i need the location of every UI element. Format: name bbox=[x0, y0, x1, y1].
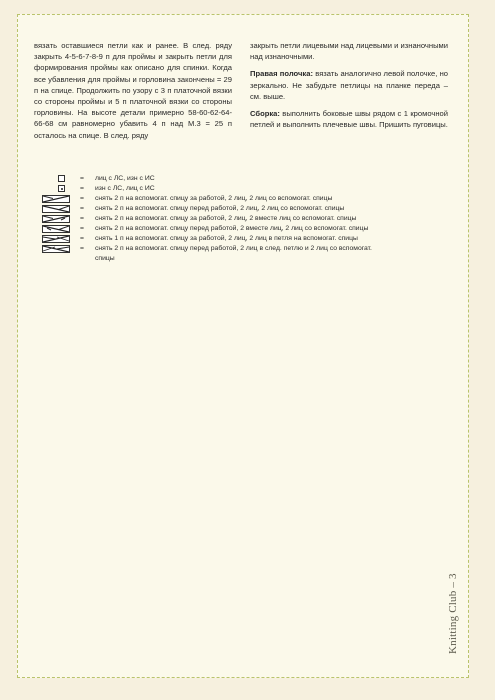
legend-text: снять 2 п на вспомогат. спицу перед работой, 2 лиц в след. петлю и 2 лиц со вспомогат. bbox=[95, 245, 372, 252]
legend-row bbox=[34, 224, 454, 234]
cable-left-icon bbox=[42, 205, 70, 213]
equals-sign: = bbox=[80, 235, 84, 242]
equals-sign: = bbox=[80, 185, 84, 192]
legend-text-continuation: спицы bbox=[95, 255, 115, 262]
equals-sign: = bbox=[80, 205, 84, 212]
legend-row bbox=[34, 254, 454, 264]
legend-row bbox=[34, 214, 454, 224]
right-paragraph-1: закрыть петли лицевыми над лицевыми и изнаночными над изнаночными. bbox=[250, 41, 448, 62]
legend-text: снять 2 п на вспомогат. спицу перед работой, 2 вместе лиц, 2 лиц со вспомогат. спицы bbox=[95, 225, 369, 232]
cable-right-increase-icon bbox=[42, 235, 70, 243]
symbol-legend bbox=[34, 174, 454, 264]
legend-text: снять 1 п на вспомогат. спицу за работой, 2 лиц, 2 лиц в петля на вспомогат. спицы bbox=[95, 235, 358, 242]
dot-square-icon bbox=[58, 185, 65, 192]
equals-sign: = bbox=[80, 215, 84, 222]
cable-right-decrease-icon bbox=[42, 215, 70, 223]
equals-sign: = bbox=[80, 175, 84, 182]
front-right-heading: Правая полочка: bbox=[250, 69, 313, 79]
legend-row bbox=[34, 234, 454, 244]
front-right-text: вязать аналогично левой полочке, но зеркально. Не забудьте петлицы на планке переда – см. выше. bbox=[250, 69, 448, 101]
cable-left-decrease-icon bbox=[42, 225, 70, 233]
page-footer-label: Knitting Club – 3 bbox=[447, 573, 459, 654]
left-text-column bbox=[34, 40, 232, 147]
right-text-column bbox=[250, 40, 448, 136]
empty-square-icon bbox=[58, 175, 65, 182]
equals-sign: = bbox=[80, 195, 84, 202]
right-paragraph-assembly bbox=[250, 108, 448, 130]
assembly-text: выполнить боковые швы рядом с 1 кромочной петлей и выполнить плечевые швы. Пришить пуговицы. bbox=[250, 109, 448, 130]
legend-row bbox=[34, 244, 454, 254]
cable-left-increase-icon bbox=[42, 245, 70, 253]
legend-text: снять 2 п на вспомогат. спицу перед работой, 2 лиц, 2 лиц со вспомогат. спицы bbox=[95, 205, 345, 212]
legend-text: снять 2 п на вспомогат. спицу за работой, 2 лиц, 2 лиц со вспомогат. спицы bbox=[95, 195, 333, 202]
legend-row bbox=[34, 204, 454, 214]
cable-right-icon bbox=[42, 195, 70, 203]
legend-row bbox=[34, 194, 454, 204]
legend-row bbox=[34, 174, 454, 184]
assembly-heading: Сборка: bbox=[250, 109, 280, 119]
legend-text: изн с ЛС, лиц с ИС bbox=[95, 185, 155, 192]
equals-sign: = bbox=[80, 245, 84, 252]
legend-text: снять 2 п на вспомогат. спицу за работой, 2 лиц, 2 вместе лиц со вспомогат. спицы bbox=[95, 215, 357, 222]
right-paragraph-front bbox=[250, 68, 448, 102]
legend-row bbox=[34, 184, 454, 194]
equals-sign: = bbox=[80, 225, 84, 232]
legend-text: лиц с ЛС, изн с ИС bbox=[95, 175, 155, 182]
left-paragraph: вязать оставшиеся петли как и ранее. В след. ряду закрыть 4-5-6-7-8-9 п для проймы и закрыть петли для формирования проймы как описано для спинки. Когда все убавления для проймы и горловина закончены = 29 п на спице. Продолжить по узору с 3 п платочной вязки со стороны проймы и 5 п платочной вязки со стороны горловины. На высоте детали примерно 58-60-62-64-66-68 см равномерно убавить 4 п над М.3 = 25 п осталось на спице. В след. ряду bbox=[34, 41, 232, 140]
